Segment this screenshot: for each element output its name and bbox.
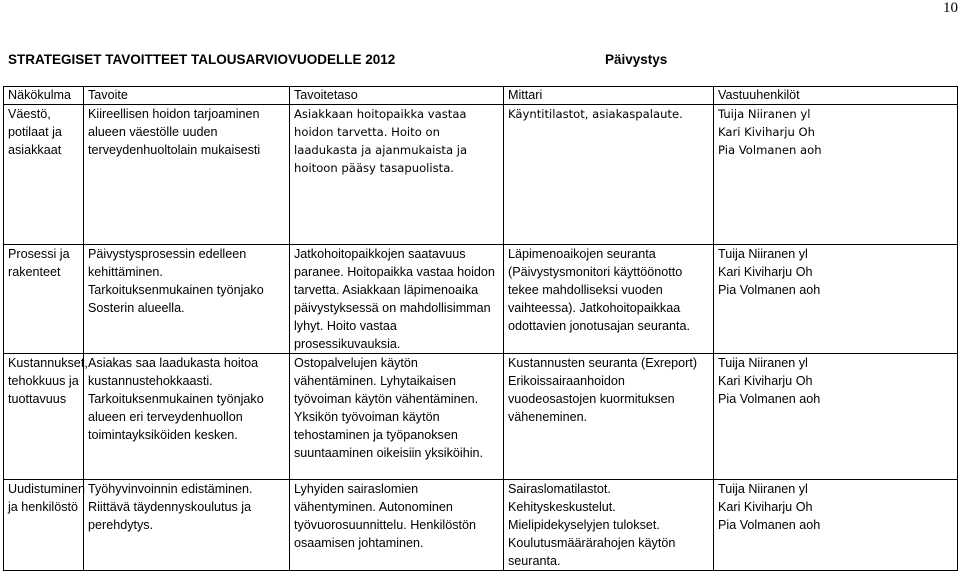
cell-goal: Asiakas saa laadukasta hoitoa kustannustehokkaasti. Tarkoituksenmukainen työnjako alueen eri terveydenhuollon toimintayksiköiden kesken. xyxy=(84,354,290,480)
document-title: STRATEGISET TAVOITTEET TALOUSARVIOVUODELLE 2012 xyxy=(8,52,396,67)
cell-perspective: Kustannukset, tehokkuus ja tuottavuus xyxy=(4,354,84,480)
cell-level: Jatkohoitopaikkojen saatavuus paranee. Hoitopaikka vastaa hoidon tarvetta. Asiakkaan läpimenoaika päivystyksessä on mahdollisimman lyhyt. Hoito vastaa prosessikuvauksia. xyxy=(290,245,504,354)
cell-metric: Sairaslomatilastot. Kehityskeskustelut. Mielipidekyselyjen tulokset. Koulutusmäärärahojen käytön seuranta. xyxy=(504,480,714,571)
responsible-person: Pia Volmanen aoh xyxy=(718,518,821,532)
cell-responsible xyxy=(714,354,958,480)
header-metric: Mittari xyxy=(504,87,714,105)
table-header-row xyxy=(4,87,958,105)
cell-metric: Kustannusten seuranta (Exreport) Erikoissairaanhoidon vuodeosastojen kuormituksen väheneminen. xyxy=(504,354,714,480)
responsible-person: Pia Volmanen aoh xyxy=(718,143,822,157)
table-row xyxy=(4,245,958,354)
cell-responsible xyxy=(714,105,958,245)
table-row xyxy=(4,105,958,245)
table-row xyxy=(4,354,958,480)
cell-goal: Päivystysprosessin edelleen kehittäminen. Tarkoituksenmukainen työnjako Sosterin alueella. xyxy=(84,245,290,354)
header-responsible: Vastuuhenkilöt xyxy=(714,87,958,105)
responsible-person: Tuija Niiranen yl xyxy=(718,107,811,121)
strategy-table xyxy=(3,86,958,571)
cell-level: Asiakkaan hoitopaikka vastaa hoidon tarvetta. Hoito on laadukasta ja ajanmukaista ja hoitoon pääsy tasapuolista. xyxy=(290,105,504,245)
document-title-line xyxy=(8,52,958,67)
responsible-person: Tuija Niiranen yl xyxy=(718,356,808,370)
responsible-person: Pia Volmanen aoh xyxy=(718,283,821,297)
cell-perspective: Prosessi ja rakenteet xyxy=(4,245,84,354)
responsible-person: Tuija Niiranen yl xyxy=(718,482,808,496)
responsible-person: Kari Kiviharju Oh xyxy=(718,374,813,388)
responsible-person: Kari Kiviharju Oh xyxy=(718,500,813,514)
cell-responsible xyxy=(714,245,958,354)
responsible-person: Kari Kiviharju Oh xyxy=(718,125,816,139)
cell-responsible xyxy=(714,480,958,571)
cell-level: Lyhyiden sairaslomien vähentyminen. Autonominen työvuorosuunnittelu. Henkilöstön osaamisen johtaminen. xyxy=(290,480,504,571)
cell-metric: Läpimenoaikojen seuranta (Päivystysmonitori käyttöönotto tekee mahdolliseksi vuoden vaihteessa). Jatkohoitopaikkaa odottavien jonotusajan seuranta. xyxy=(504,245,714,354)
cell-metric: Käyntitilastot, asiakaspalaute. xyxy=(504,105,714,245)
cell-level: Ostopalvelujen käytön vähentäminen. Lyhytaikaisen työvoiman käytön vähentäminen. Yksikön työvoiman käytön tehostaminen ja työpanoksen suuntaaminen oikeisiin yksiköihin. xyxy=(290,354,504,480)
header-goal: Tavoite xyxy=(84,87,290,105)
cell-goal: Kiireellisen hoidon tarjoaminen alueen väestölle uuden terveydenhuoltolain mukaisesti xyxy=(84,105,290,245)
cell-perspective: Uudistuminen ja henkilöstö xyxy=(4,480,84,571)
responsible-person: Kari Kiviharju Oh xyxy=(718,265,813,279)
cell-perspective: Väestö, potilaat ja asiakkaat xyxy=(4,105,84,245)
cell-goal: Työhyvinvoinnin edistäminen. Riittävä täydennyskoulutus ja perehdytys. xyxy=(84,480,290,571)
responsible-person: Pia Volmanen aoh xyxy=(718,392,821,406)
table-row xyxy=(4,480,958,571)
department-name: Päivystys xyxy=(605,52,668,67)
header-level: Tavoitetaso xyxy=(290,87,504,105)
page-number: 10 xyxy=(943,0,958,16)
responsible-person: Tuija Niiranen yl xyxy=(718,247,808,261)
header-perspective: Näkökulma xyxy=(4,87,84,105)
